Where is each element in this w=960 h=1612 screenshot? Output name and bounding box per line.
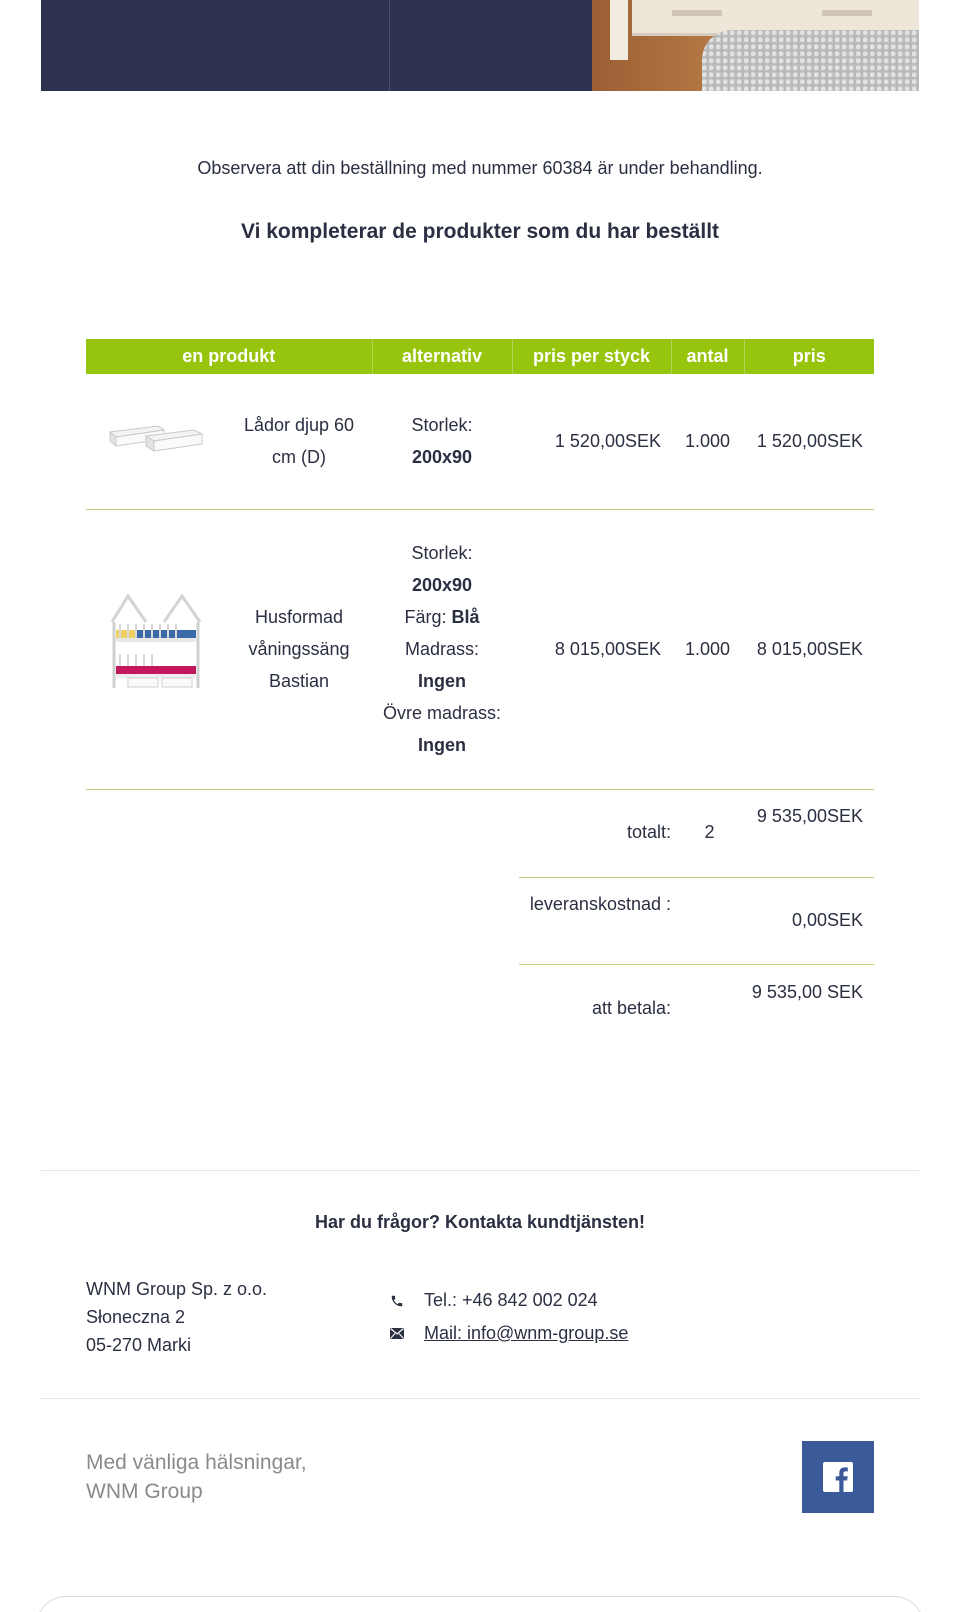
company-city: 05-270 Marki — [86, 1335, 192, 1355]
phone-icon — [389, 1293, 405, 1309]
product-name[interactable]: Lådor djup 60 cm (D) — [226, 374, 372, 509]
header-price: pris — [744, 339, 874, 374]
unit-price: 1 520,00SEK — [512, 374, 671, 509]
envelope-icon — [389, 1326, 405, 1342]
pay-value: 9 535,00 SEK — [751, 982, 863, 1002]
table-row — [86, 374, 874, 509]
pay-label: att betala: — [591, 998, 671, 1018]
total-label: totalt: — [626, 822, 671, 842]
quantity: 1.000 — [671, 509, 744, 789]
phone-text[interactable]: Tel.: +46 842 002 024 — [424, 1290, 598, 1310]
contact-phone[interactable] — [389, 1290, 598, 1311]
facebook-icon — [823, 1462, 853, 1492]
product-image-drawers[interactable] — [106, 416, 206, 456]
product-options — [372, 509, 512, 789]
company-name: WNM Group Sp. z o.o. — [86, 1279, 268, 1299]
option-label: Storlek: — [411, 415, 473, 436]
divider — [41, 1398, 919, 1399]
header-unit-price: pris per styck — [512, 339, 671, 374]
header-banner — [41, 0, 919, 91]
option-value: 200x90 — [411, 575, 473, 595]
summary-total — [519, 800, 874, 864]
option-value: Blå — [451, 607, 480, 627]
shipping-label: leveranskostnad : — [529, 894, 671, 914]
order-notice: Observera att din beställning med nummer 60384 är under behandling. — [197, 158, 763, 178]
bottom-card-edge — [36, 1596, 924, 1612]
order-table — [86, 339, 874, 790]
summary-shipping — [519, 888, 874, 952]
regards — [86, 1448, 307, 1506]
product-image-bunk-bed[interactable] — [106, 592, 206, 696]
contact-mail[interactable] — [389, 1323, 628, 1344]
banner-product-photo — [592, 0, 919, 91]
facebook-button[interactable] — [802, 1441, 874, 1513]
option-label: Madrass: — [404, 639, 480, 659]
company-address — [86, 1275, 267, 1359]
quantity: 1.000 — [671, 374, 744, 509]
divider — [519, 964, 874, 965]
unit-price: 8 015,00SEK — [512, 509, 671, 789]
section-heading: Vi kompleterar de produkter som du har beställt — [240, 220, 720, 243]
shipping-value: 0,00SEK — [791, 910, 863, 930]
line-price: 8 015,00SEK — [744, 509, 874, 789]
option-label: Färg: — [404, 607, 447, 627]
table-header-row — [86, 339, 874, 374]
banner-divider — [389, 0, 390, 91]
mail-link[interactable]: Mail: info@wnm-group.se — [424, 1323, 629, 1343]
header-options: alternativ — [372, 339, 512, 374]
option-value: Ingen — [418, 735, 466, 755]
option-value: 200x90 — [411, 447, 473, 468]
regards-line-1: Med vänliga hälsningar, — [86, 1451, 307, 1474]
option-label: Övre madrass: — [382, 703, 502, 723]
total-value: 9 535,00SEK — [756, 806, 863, 826]
table-row — [86, 509, 874, 789]
divider — [519, 877, 874, 878]
option-label: Storlek: — [411, 543, 473, 563]
option-value: Ingen — [418, 671, 466, 691]
divider — [41, 1170, 919, 1171]
regards-line-2: WNM Group — [86, 1480, 203, 1503]
company-street: Słoneczna 2 — [86, 1307, 186, 1327]
header-product: en produkt — [86, 339, 372, 374]
contact-title: Har du frågor? Kontakta kundtjänsten! — [314, 1212, 646, 1232]
header-qty: antal — [671, 339, 744, 374]
product-name[interactable]: Husformad våningssäng Bastian — [226, 509, 372, 789]
total-qty: 2 — [704, 822, 715, 842]
line-price: 1 520,00SEK — [744, 374, 874, 509]
product-options — [372, 374, 512, 509]
summary-to-pay — [519, 976, 874, 1040]
